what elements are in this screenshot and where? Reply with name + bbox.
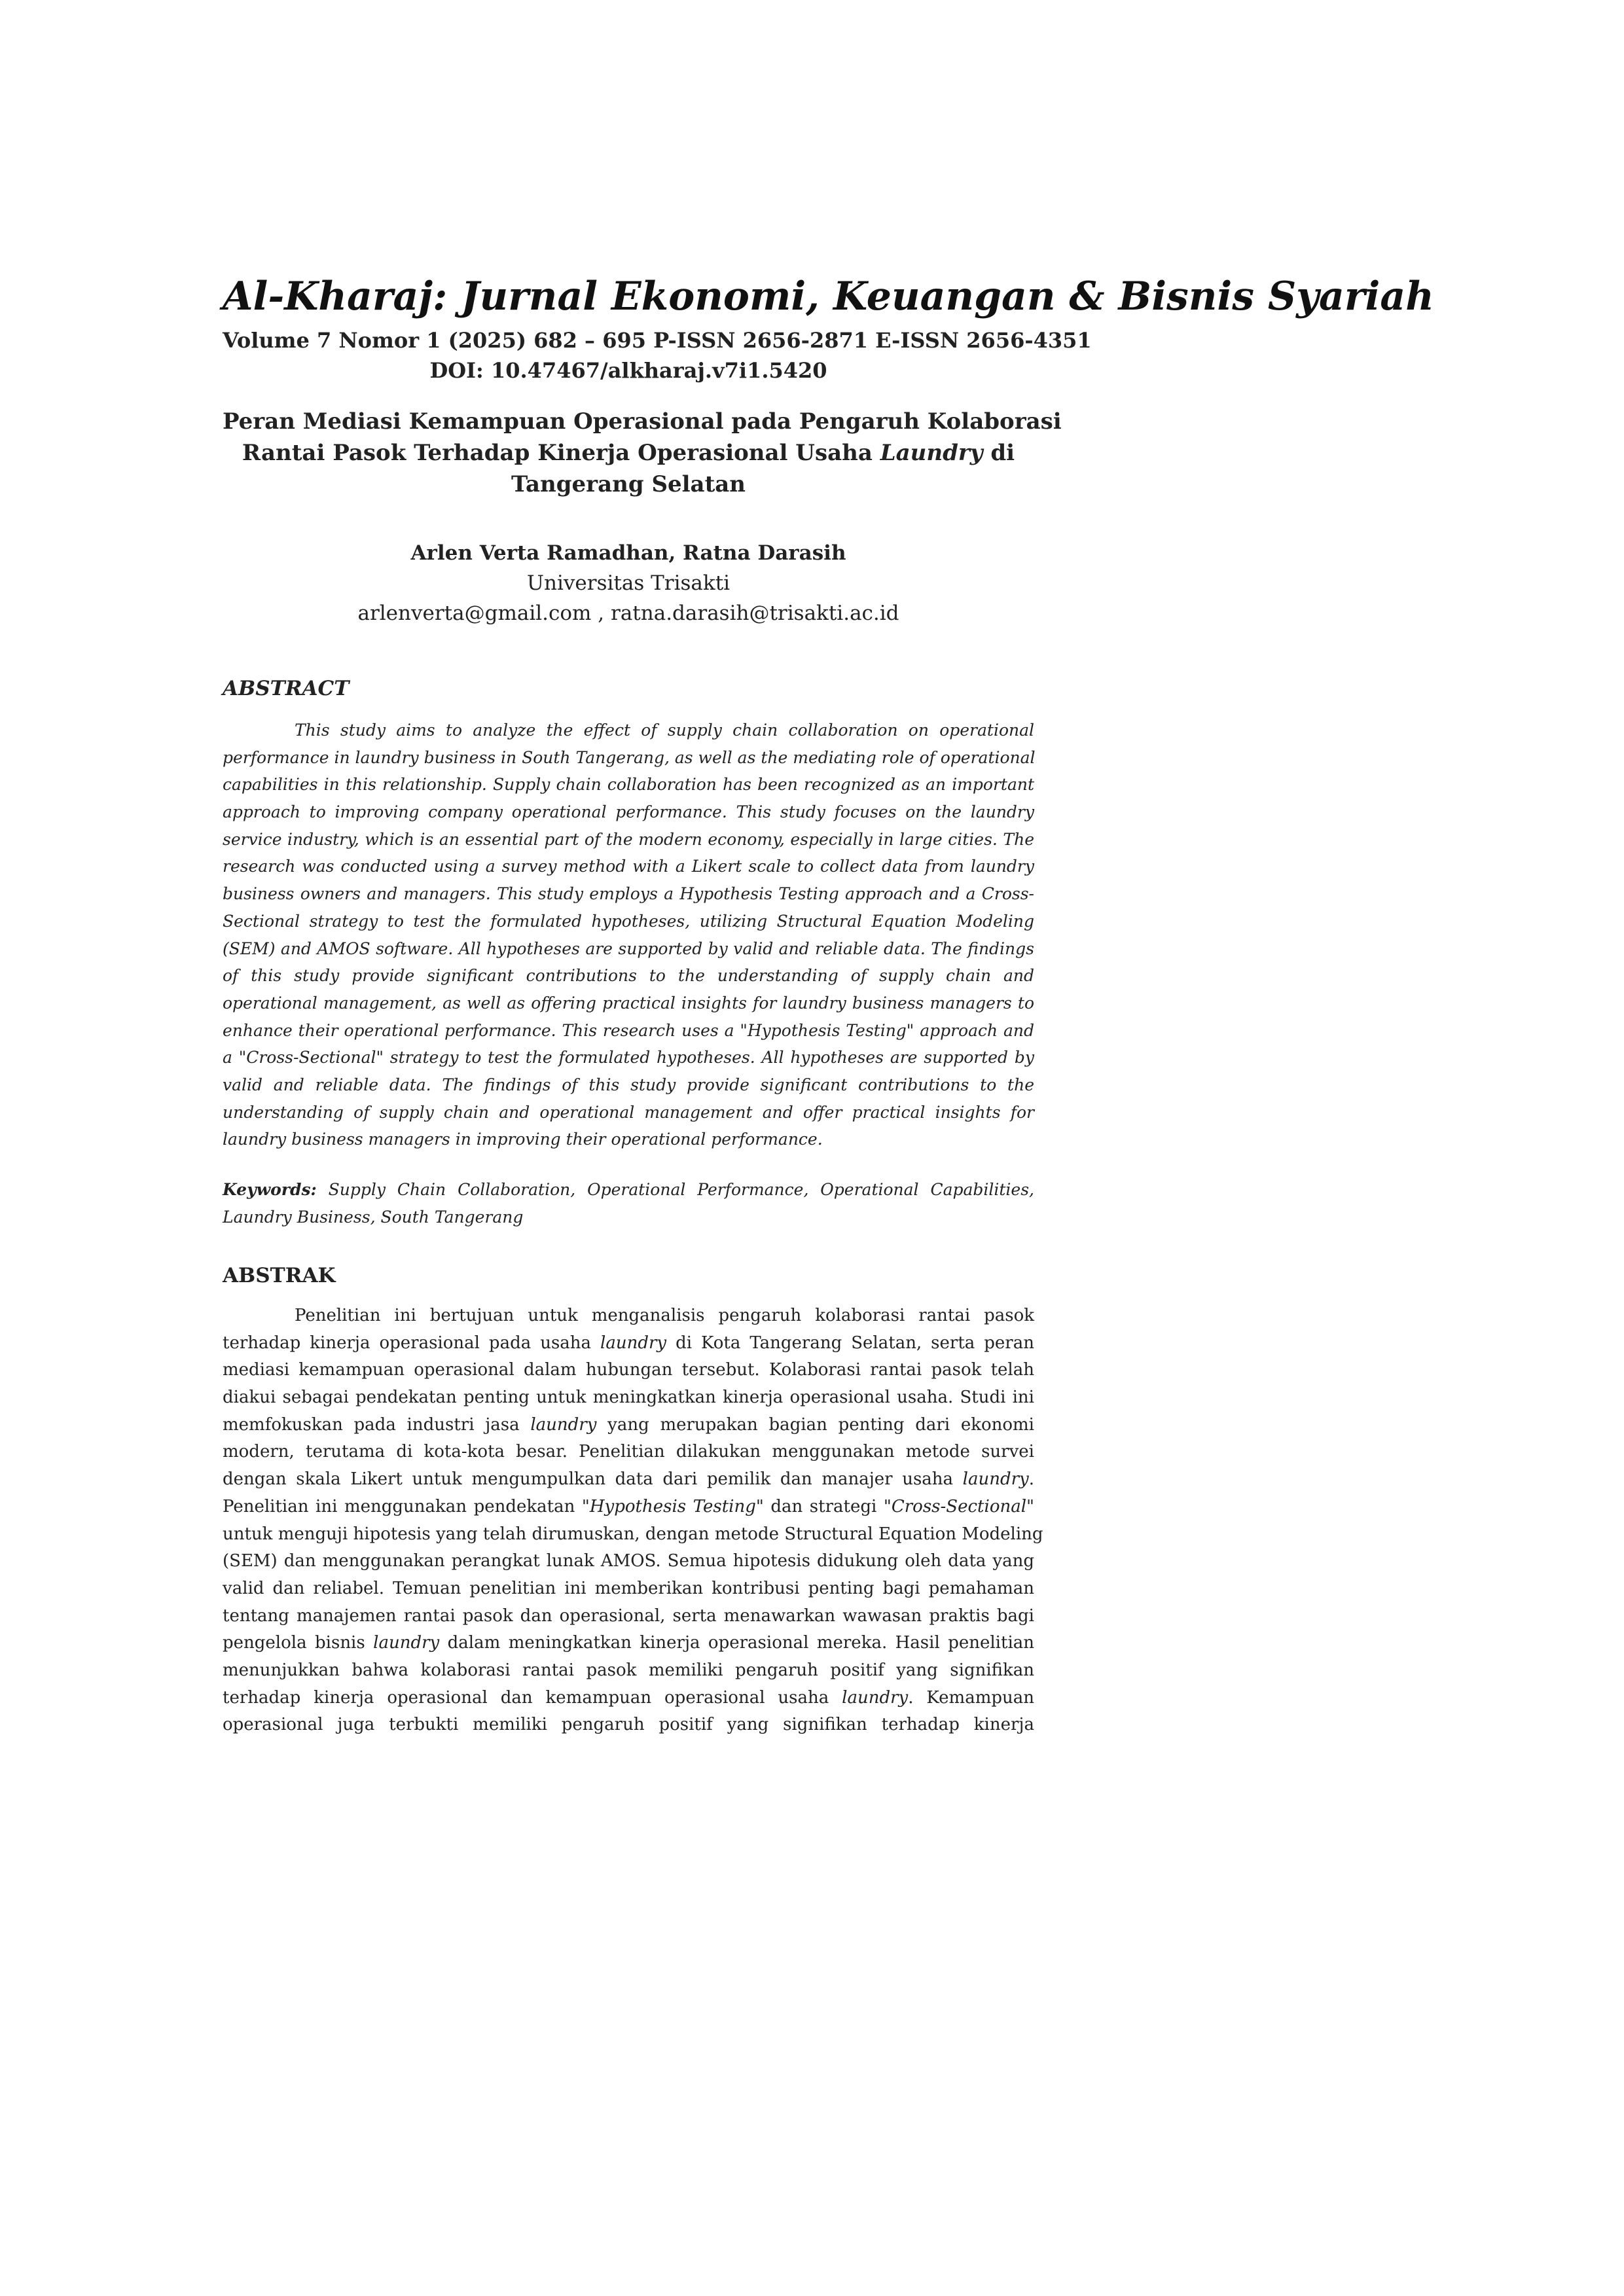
abstract-en-line: operational management, as well as offering practical insights for laundry business managers to — [223, 993, 1034, 1013]
abstract-id-text: di Kota Tangerang Selatan, serta peran — [666, 1333, 1034, 1353]
journal-doi: DOI: 10.47467/alkharaj.v7i1.5420 — [429, 358, 827, 383]
keywords — [223, 1176, 1034, 1230]
abstract-id-text: Penelitian ini menggunakan pendekatan " — [223, 1496, 590, 1516]
abstract-en-line: service industry, which is an essential part of the modern economy, especially in large cities. The — [223, 829, 1034, 849]
keywords-text-1: Supply Chain Collaboration, Operational Performance, Operational Capabilities, — [316, 1180, 1034, 1199]
abstract-id-line: operasional juga terbukti memiliki pengaruh positif yang signifikan terhadap kinerja — [223, 1715, 1034, 1735]
abstract-en-line: (SEM) and AMOS software. All hypotheses are supported by valid and reliable data. The findings — [223, 939, 1034, 958]
abstract-id-text: . — [1028, 1469, 1034, 1490]
article-title-line-2 — [223, 437, 1034, 469]
abstract-id-text: . Kemampuan — [908, 1687, 1034, 1708]
abstract-id-line — [223, 1685, 1034, 1712]
keywords-line-2: Laundry Business, South Tangerang — [223, 1207, 524, 1227]
abstract-en-line: understanding of supply chain and operational management and offer practical insights for — [223, 1102, 1034, 1122]
abstract-id-line: untuk menguji hipotesis yang telah dirumuskan, dengan metode Structural Equation Modeling — [223, 1524, 1043, 1544]
abstract-en-line: research was conducted using a survey method with a Likert scale to collect data from laundry — [223, 857, 1034, 876]
abstract-en-line: business owners and managers. This study employs a Hypothesis Testing approach and a Cross- — [223, 884, 1034, 904]
abstract-en-line: Sectional strategy to test the formulated hypotheses, utilizing Structural Equation Modeling — [223, 911, 1034, 931]
abstract-id-emphasis: laundry — [842, 1687, 909, 1708]
abstract-id-emphasis: Cross-Sectional — [891, 1496, 1027, 1516]
abstract-id-emphasis: laundry — [530, 1414, 597, 1435]
abstract-id-line: valid dan reliabel. Temuan penelitian ini memberikan kontribusi penting bagi pemahaman — [223, 1578, 1034, 1598]
author-emails: arlenverta@gmail.com , ratna.darasih@trisakti.ac.id — [357, 601, 899, 625]
abstract-en-body — [223, 717, 1034, 1153]
abstract-en-line: performance in laundry business in South Tangerang, as well as the mediating role of operational — [223, 747, 1036, 767]
abstract-id-line: Penelitian ini bertujuan untuk menganalisis pengaruh kolaborasi rantai pasok — [295, 1306, 1034, 1325]
abstract-id-line — [223, 1630, 1034, 1657]
abstract-en-line: This study aims to analyze the effect of supply chain collaboration on operational — [295, 721, 1034, 740]
abstract-id-line: mediasi kemampuan operasional dalam hubungan tersebut. Kolaborasi rantai pasok telah — [223, 1360, 1034, 1380]
abstract-id-emphasis: laundry — [600, 1333, 667, 1353]
abstract-id-line — [223, 1412, 1034, 1439]
article-title-line-3: Tangerang Selatan — [511, 471, 746, 497]
abstract-id-emphasis: Hypothesis Testing — [589, 1496, 756, 1516]
abstract-id-text: terhadap kinerja operasional dan kemampuan operasional usaha — [223, 1687, 842, 1708]
keywords-label: Keywords: — [223, 1180, 317, 1199]
abstract-en-line: laundry business managers in improving their operational performance. — [223, 1130, 823, 1149]
article-title-line-1: Peran Mediasi Kemampuan Operasional pada Pengaruh Kolaborasi — [223, 408, 1062, 435]
article-title — [223, 406, 1062, 500]
abstract-id-line: menunjukkan bahwa kolaborasi rantai pasok memiliki pengaruh positif yang signifikan — [223, 1660, 1034, 1680]
abstract-id-text: memfokuskan pada industri jasa — [223, 1414, 531, 1435]
abstract-id-line: tentang manajemen rantai pasok dan operasional, serta menawarkan wawasan praktis bagi — [223, 1605, 1034, 1626]
abstract-id-emphasis: laundry — [373, 1633, 440, 1653]
abstract-id-line — [223, 1330, 1034, 1357]
article-title-line-2-text: Rantai Pasok Terhadap Kinerja Operasional Usaha — [242, 440, 880, 466]
abstract-en-line: a "Cross-Sectional" strategy to test the formulated hypotheses. All hypotheses are supported by — [223, 1048, 1034, 1067]
abstract-id-text: yang merupakan bagian penting dari ekonomi — [596, 1414, 1034, 1435]
abstract-en-line: of this study provide significant contributions to the understanding of supply chain and — [223, 966, 1034, 986]
article-title-emphasis: Laundry — [880, 440, 983, 466]
abstract-id-line — [223, 1466, 1034, 1494]
journal-volume-issn: Volume 7 Nomor 1 (2025) 682 – 695 P-ISSN 2656-2871 E-ISSN 2656-4351 — [223, 328, 1092, 353]
author-names: Arlen Verta Ramadhan, Ratna Darasih — [410, 541, 846, 565]
author-affiliation: Universitas Trisakti — [526, 571, 731, 595]
abstract-id-line: diakui sebagai pendekatan penting untuk meningkatkan kinerja operasional usaha. Studi ini — [223, 1388, 1034, 1408]
abstract-en-line: capabilities in this relationship. Supply chain collaboration has been recognized as an important — [223, 775, 1034, 795]
abstract-id-line — [223, 1494, 1034, 1521]
journal-header — [223, 265, 1434, 386]
abstract-id-text: " — [1026, 1496, 1034, 1516]
abstract-en-heading: ABSTRACT — [223, 677, 350, 700]
abstract-en-line: valid and reliable data. The findings of this study provide significant contributions to the — [223, 1075, 1034, 1094]
author-block — [223, 538, 1034, 628]
abstract-id-emphasis: laundry — [962, 1469, 1029, 1490]
abstract-id-text: dalam meningkatkan kinerja operasional mereka. Hasil penelitian — [439, 1633, 1035, 1653]
abstract-id-text: terhadap kinerja operasional pada usaha — [223, 1333, 601, 1353]
abstract-id-heading: ABSTRAK — [223, 1264, 336, 1287]
abstract-id-text: pengelola bisnis — [223, 1633, 374, 1653]
abstract-en-line: enhance their operational performance. This research uses a "Hypothesis Testing" approach and — [223, 1020, 1034, 1040]
abstract-id-body — [223, 1302, 1043, 1739]
article-title-line-2-end: di — [983, 440, 1015, 466]
abstract-en-line: approach to improving company operational performance. This study focuses on the laundry — [223, 802, 1034, 822]
abstract-id-line: modern, terutama di kota-kota besar. Penelitian dilakukan menggunakan metode survei — [223, 1442, 1034, 1462]
abstract-id-text: " dan strategi " — [755, 1496, 892, 1516]
journal-title: Al-Kharaj: Jurnal Ekonomi, Keuangan & Bisnis Syariah — [223, 274, 1434, 319]
abstract-id-text: dengan skala Likert untuk mengumpulkan data dari pemilik dan manajer usaha — [223, 1469, 963, 1490]
keywords-line-1 — [223, 1176, 1034, 1204]
abstract-id-line: (SEM) dan menggunakan perangkat lunak AMOS. Semua hipotesis didukung oleh data yang — [223, 1551, 1034, 1571]
